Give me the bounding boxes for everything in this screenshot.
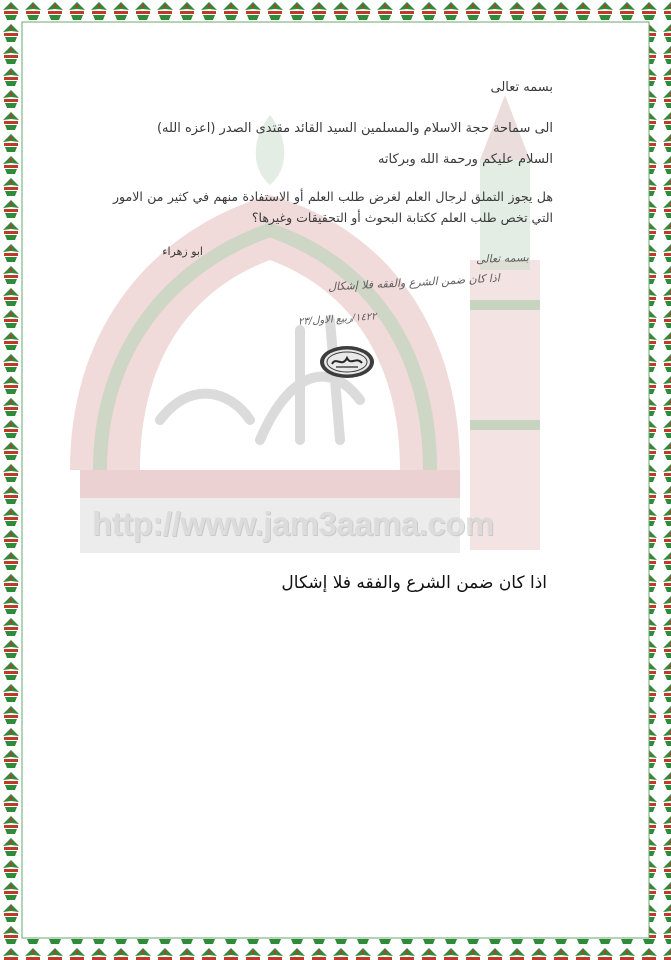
letter-salam: السلام عليكم ورحمة الله وبركاته [377,152,553,167]
watermark-url: http://www.jam3aama.com [92,505,494,542]
typed-answer: اذا كان ضمن الشرع والفقه فلا إشكال [281,573,547,593]
handwritten-date: ١٤٢٢/ربيع الاول/٢٣ [297,311,377,328]
letter-greeting: بسمه تعالى [490,80,553,95]
letter-signer: ابو زهراء [162,245,203,258]
letter-question: هل يجوز التملق لرجال العلم لغرض طلب العلم أو الاستفادة منهم في كثير من الامور التي تخص طلب العلم ككتابة البحوث أو التحقيقات وغيرها؟ [113,189,553,225]
letter-addressee: الى سماحة حجة الاسلام والمسلمين السيد القائد مقتدى الصدر (اعزه الله) [156,121,553,136]
handwritten-answer: اذا كان ضمن الشرع والفقه فلا إشكال [327,271,501,294]
official-seal-stamp [318,344,376,380]
handwritten-greeting: بسمه تعالى [475,251,530,266]
